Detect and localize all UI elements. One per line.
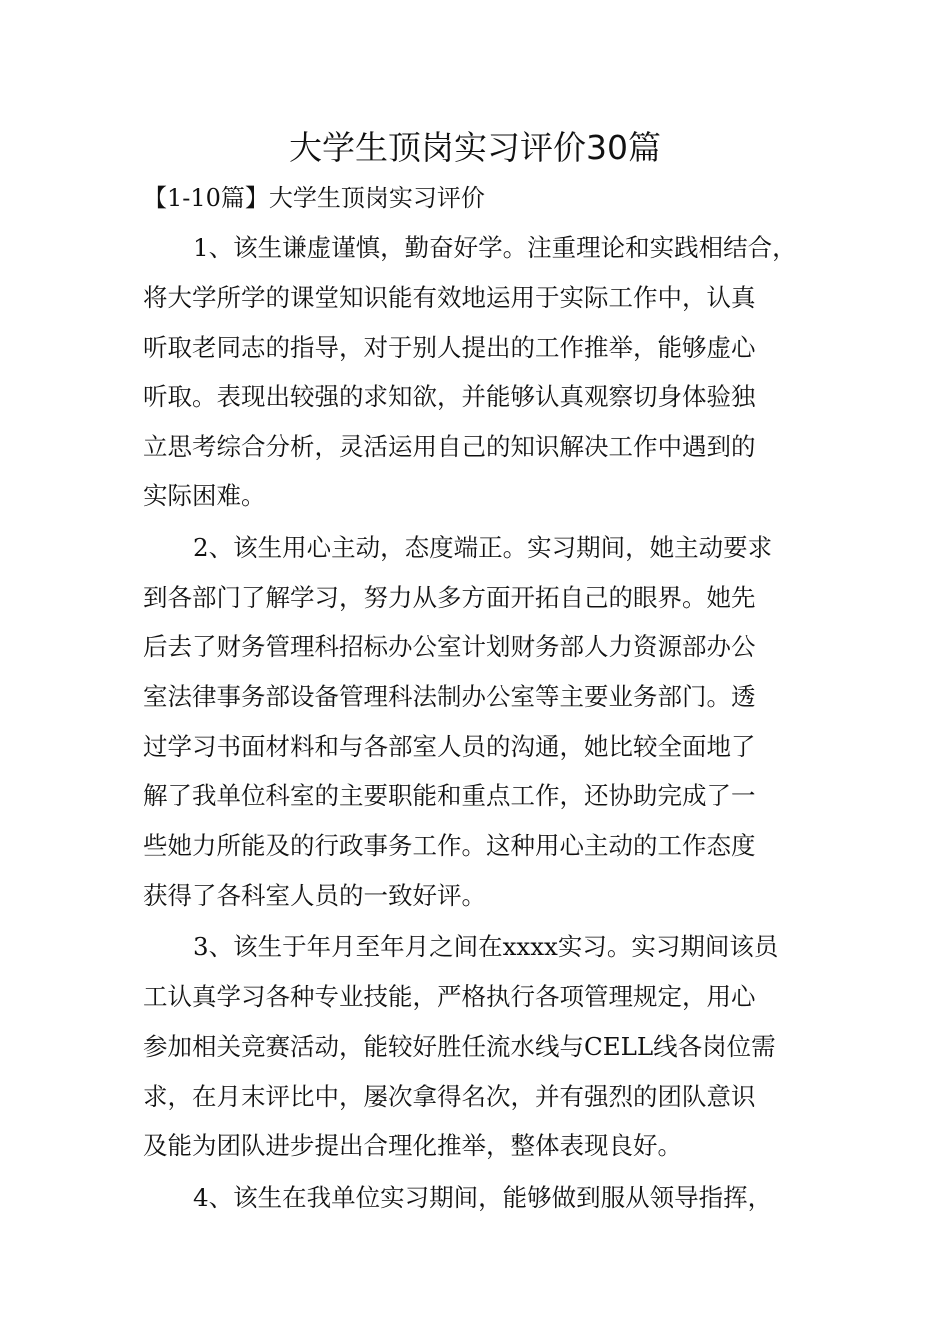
paragraph-2-line-5: 过学习书面材料和与各部室人员的沟通，她比较全面地了 (143, 732, 756, 761)
paragraph-1-line-5: 立思考综合分析，灵活运用自己的知识解决工作中遇到的 (143, 432, 756, 461)
paragraph-1-line-4: 听取。表现出较强的求知欲，并能够认真观察切身体验独 (143, 382, 756, 411)
paragraph-1-line-2: 将大学所学的课堂知识能有效地运用于实际工作中，认真 (143, 283, 756, 312)
paragraph-4-line-1: 4、该生在我单位实习期间，能够做到服从领导指挥， (193, 1183, 773, 1212)
paragraph-3-line-2: 工认真学习各种专业技能，严格执行各项管理规定，用心 (143, 982, 756, 1011)
paragraph-1-line-6: 实际困难。 (143, 481, 266, 510)
paragraph-2-line-1: 2、该生用心主动，态度端正。实习期间，她主动要求 (193, 533, 773, 562)
paragraph-3-line-5: 及能为团队进步提出合理化推举，整体表现良好。 (143, 1131, 682, 1160)
paragraph-2-line-3: 后去了财务管理科招标办公室计划财务部人力资源部办公 (143, 632, 756, 661)
paragraph-3-line-4: 求，在月末评比中，屡次拿得名次，并有强烈的团队意识 (143, 1082, 756, 1111)
paragraph-3-line-1: 3、该生于年月至年月之间在xxxx实习。实习期间该员 (193, 932, 779, 961)
paragraph-2-line-8: 获得了各科室人员的一致好评。 (143, 881, 486, 910)
paragraph-2-line-4: 室法律事务部设备管理科法制办公室等主要业务部门。透 (143, 682, 756, 711)
paragraph-2-line-7: 些她力所能及的行政事务工作。这种用心主动的工作态度 (143, 831, 756, 860)
paragraph-2-line-6: 解了我单位科室的主要职能和重点工作，还协助完成了一 (143, 781, 756, 810)
paragraph-2-line-2: 到各部门了解学习，努力从多方面开拓自己的眼界。她先 (143, 583, 756, 612)
document-title: 大学生顶岗实习评价30篇 (289, 128, 661, 167)
paragraph-3-line-3: 参加相关竞赛活动，能较好胜任流水线与CELL线各岗位需 (143, 1032, 776, 1061)
section-heading: 【1-10篇】大学生顶岗实习评价 (143, 184, 485, 212)
paragraph-1-line-1: 1、该生谦虚谨慎，勤奋好学。注重理论和实践相结合， (193, 233, 797, 262)
paragraph-1-line-3: 听取老同志的指导，对于别人提出的工作推举，能够虚心 (143, 333, 756, 362)
